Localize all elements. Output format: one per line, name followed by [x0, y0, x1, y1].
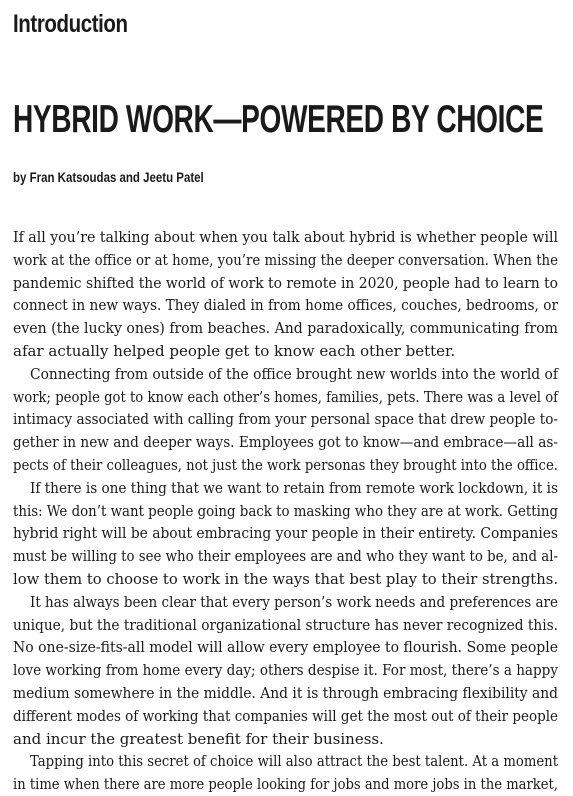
- body-line: [13, 568, 558, 591]
- body-line: [13, 659, 558, 682]
- body-line-text: in time when there are more people looking for jobs and more jobs in the market,: [13, 775, 558, 794]
- article-title: HYBRID WORK—POWERED BY CHOICE: [13, 98, 544, 141]
- body-line-text: and incur the greatest benefit for their business.: [13, 729, 384, 748]
- body-line-text: hybrid right will be about embracing your people in their entirety. Companies: [13, 524, 558, 543]
- body-line: [13, 728, 558, 751]
- body-line: [13, 773, 558, 796]
- body-line: [13, 363, 558, 386]
- body-line-text: different modes of working that companies will get the most out of their people: [13, 706, 559, 725]
- body-line-text: even (the lucky ones) from beaches. And paradoxically, communicating from: [13, 319, 558, 338]
- body-line-text: love working from home every day; others despise it. For most, there’s a happy: [13, 661, 558, 680]
- body-line: [13, 340, 558, 363]
- body-line-text: Connecting from outside of the office brought new worlds into the world of: [30, 364, 559, 383]
- body-line: [13, 636, 558, 659]
- body-line: [13, 545, 558, 568]
- body-line-text: afar actually helped people get to know each other better.: [13, 341, 456, 360]
- body-line-text: If all you’re talking about when you talk about hybrid is whether people will: [13, 228, 559, 246]
- body-line: [13, 454, 558, 477]
- article-body: [13, 226, 558, 796]
- body-line-text: intimacy associated with calling from your personal space that drew people to-: [13, 410, 558, 429]
- body-line: [13, 272, 558, 295]
- body-line: [13, 386, 558, 409]
- body-line-text: unique, but the traditional organizational structure has never recognized this.: [13, 615, 559, 634]
- body-line: [13, 750, 558, 773]
- body-line: [13, 249, 558, 272]
- body-line: [13, 614, 558, 637]
- body-line-text: work at the office or at home, you’re missing the deeper conversation. When the: [13, 250, 559, 269]
- body-line: [13, 682, 558, 705]
- body-line-text: connect in new ways. They dialed in from home offices, couches, bedrooms, or: [13, 296, 558, 315]
- body-line: [13, 500, 558, 523]
- body-line-text: pandemic shifted the world of work to remote in 2020, people had to learn to: [13, 273, 559, 292]
- body-line: [13, 408, 558, 431]
- body-line-text: medium somewhere in the middle. And it is through embracing flexibility and: [13, 683, 559, 702]
- body-line: [13, 591, 558, 614]
- body-line: [13, 294, 558, 317]
- body-line: [13, 477, 558, 500]
- body-line-text: Tapping into this secret of choice will also attract the best talent. At a moment: [30, 752, 559, 771]
- byline: by Fran Katsoudas and Jeetu Patel: [13, 169, 204, 185]
- body-line-text: must be willing to see who their employees are and who they want to be, and al-: [13, 547, 559, 566]
- body-line: [13, 226, 558, 249]
- body-line-text: this: We don’t want people going back to masking who they are at work. Getting: [13, 501, 558, 520]
- body-line-text: gether in new and deeper ways. Employees got to know—and embrace—all as-: [13, 433, 558, 452]
- body-line: [13, 431, 558, 454]
- body-line: [13, 317, 558, 340]
- section-label: Introduction: [13, 10, 128, 38]
- body-line-text: If there is one thing that we want to retain from remote work lockdown, it is: [30, 478, 559, 497]
- body-line: [13, 522, 558, 545]
- body-line-text: No one-size-fits-all model will allow every employee to flourish. Some people: [13, 638, 558, 657]
- body-line-text: work; people got to know each other’s homes, families, pets. There was a level of: [13, 387, 559, 406]
- body-line-text: It has always been clear that every person’s work needs and preferences are: [30, 592, 559, 611]
- body-line-text: pects of their colleagues, not just the work personas they brought into the office.: [13, 455, 558, 474]
- body-line: [13, 705, 558, 728]
- body-line-text: low them to choose to work in the ways that best play to their strengths.: [13, 569, 559, 588]
